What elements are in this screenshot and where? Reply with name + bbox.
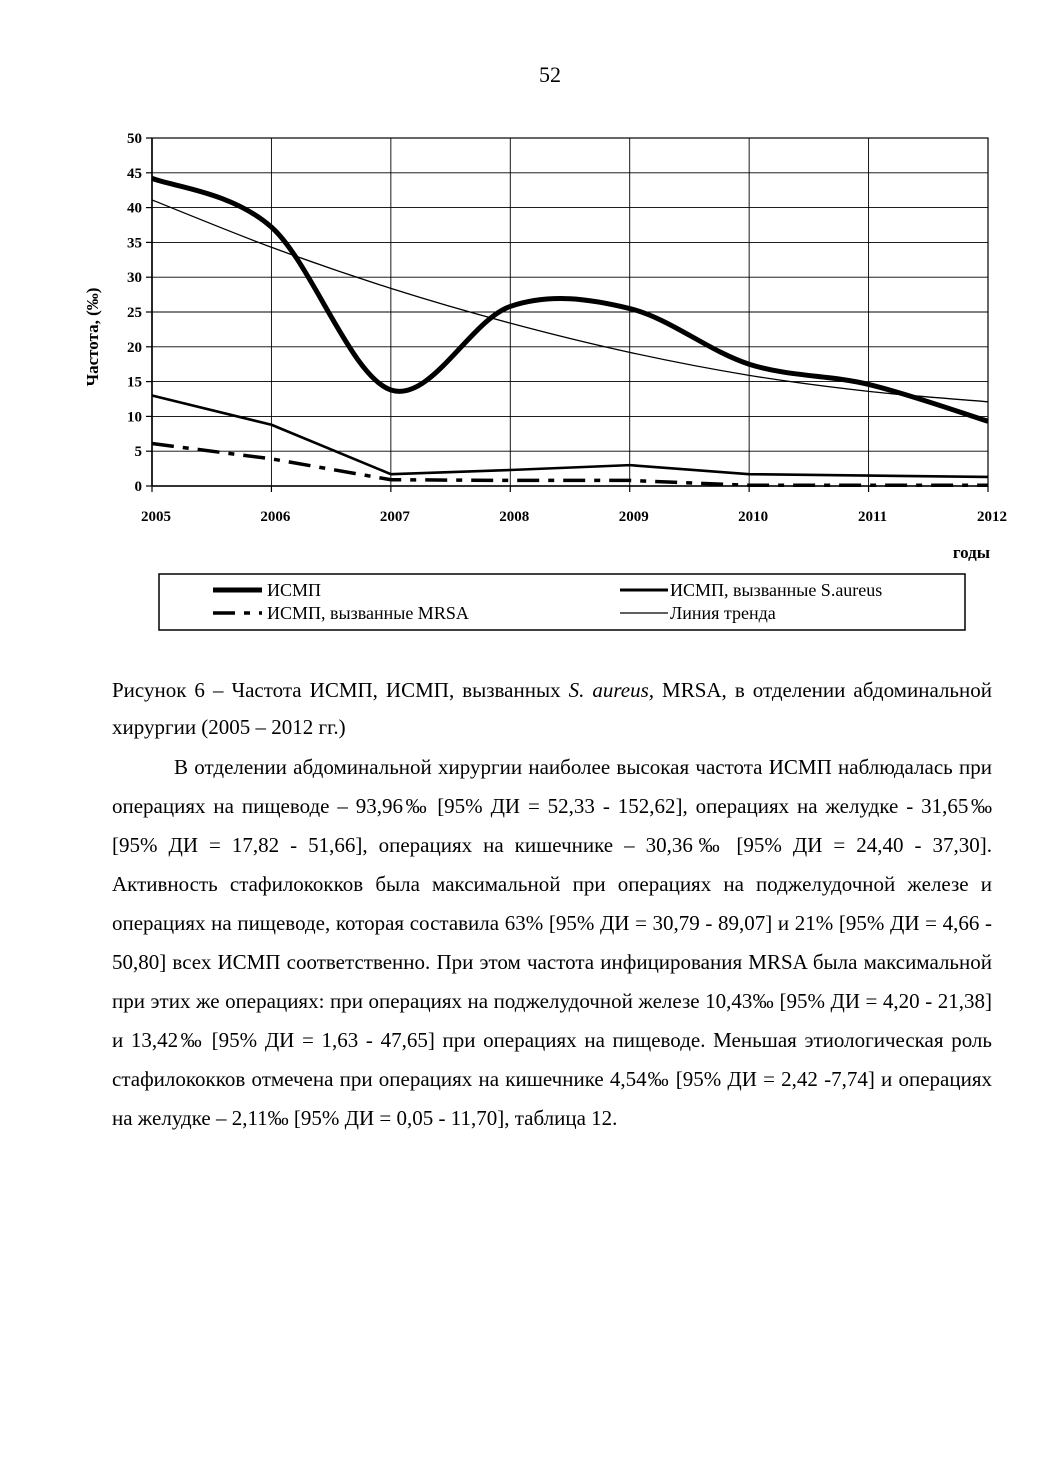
y-tick-label: 35 bbox=[127, 235, 142, 252]
y-axis-title: Частота, (‰) bbox=[83, 287, 102, 387]
line-chart bbox=[0, 0, 1040, 650]
figure-caption bbox=[112, 672, 992, 746]
y-tick-label: 45 bbox=[127, 165, 142, 182]
caption-suffix: MRSA, в отделении абдоминальной хирургии (2005 – 2012 гг.) bbox=[112, 678, 992, 739]
y-tick-label: 40 bbox=[127, 200, 142, 217]
x-tick-label: 2009 bbox=[618, 509, 649, 525]
legend-label-trend: Линия тренда bbox=[670, 603, 776, 623]
y-tick-label: 20 bbox=[127, 339, 142, 356]
body-paragraph: В отделении абдоминальной хирургии наиболее высокая частота ИСМП наблюдалась при операциях на пищеводе – 93,96‰ [95% ДИ = 52,33 - 152,62], операциях на желудке - 31,65‰ [95% ДИ = 17,82 - 51,66], операциях на кишечнике – 30,36‰ [95% ДИ = 24,40 - 37,30]. Активность стафилококков была максимальной при операциях на поджелудочной железе и операциях на пищеводе, которая составила 63% [95% ДИ = 30,79 - 89,07] и 21% [95% ДИ = 4,66 - 50,80] всех ИСМП соответственно. При этом частота инфицирования MRSA была максимальной при этих же операциях: при операциях на поджелудочной железе 10,43‰ [95% ДИ = 4,20 - 21,38] и 13,42‰ [95% ДИ = 1,63 - 47,65] при операциях на пищеводе. Меньшая этиологическая роль стафилококков отмечена при операциях на кишечнике 4,54‰ [95% ДИ = 2,42 -7,74] и операциях на желудке – 2,11‰ [95% ДИ = 0,05 - 11,70], таблица 12. bbox=[112, 755, 992, 1130]
legend bbox=[159, 574, 965, 630]
series-line-2 bbox=[152, 444, 988, 486]
x-tick-label: 2010 bbox=[738, 509, 769, 525]
caption-italic: S. aureus, bbox=[568, 678, 654, 702]
page-number: 52 bbox=[539, 62, 561, 87]
y-tick-label: 0 bbox=[134, 479, 142, 495]
x-axis-title: годы bbox=[952, 543, 990, 562]
x-tick-label: 2007 bbox=[379, 509, 410, 525]
x-tick-label: 2011 bbox=[857, 509, 888, 525]
x-tick-label: 2006 bbox=[260, 509, 291, 525]
x-tick-label: 2005 bbox=[141, 509, 171, 525]
chart-series bbox=[152, 178, 988, 485]
x-tick-label: 2008 bbox=[499, 509, 530, 525]
legend-label-saureus: ИСМП, вызванные S.aureus bbox=[670, 580, 883, 600]
chart-grid bbox=[152, 138, 988, 486]
legend-label-ismp: ИСМП bbox=[267, 580, 322, 600]
chart-ticks bbox=[127, 131, 1007, 525]
y-tick-label: 25 bbox=[127, 305, 142, 321]
y-tick-label: 15 bbox=[127, 374, 142, 391]
caption-prefix: Рисунок 6 – Частота ИСМП, ИСМП, вызванных bbox=[112, 678, 569, 702]
y-tick-label: 5 bbox=[134, 444, 142, 461]
series-line-1 bbox=[152, 396, 988, 477]
y-tick-label: 30 bbox=[127, 270, 142, 287]
legend-label-mrsa: ИСМП, вызванные MRSA bbox=[267, 603, 469, 623]
y-tick-label: 10 bbox=[127, 409, 142, 426]
y-tick-label: 50 bbox=[127, 131, 142, 147]
series-line-0 bbox=[152, 178, 988, 421]
x-tick-label: 2012 bbox=[977, 509, 1007, 525]
